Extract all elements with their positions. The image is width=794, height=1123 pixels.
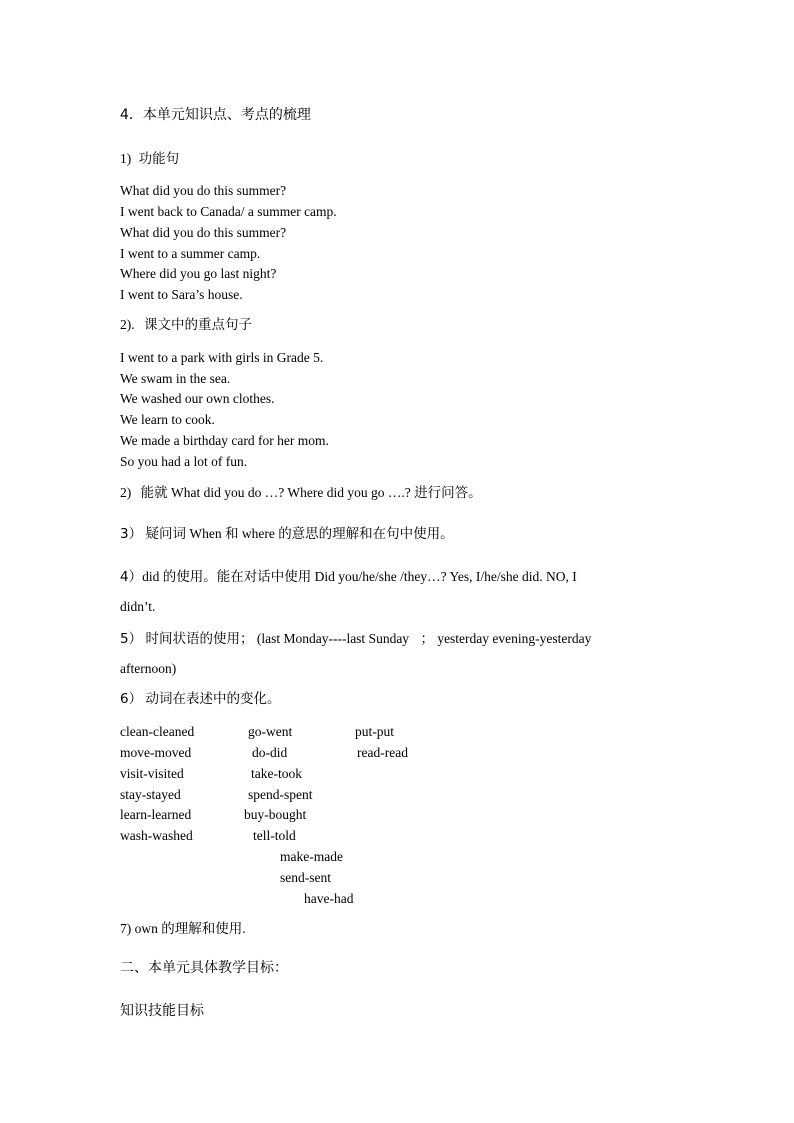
- key-sentence-line: I went to a park with girls in Grade 5.: [120, 350, 324, 365]
- verb-pair: stay-stayed: [120, 787, 181, 802]
- point-number: 7) own: [120, 921, 158, 936]
- verb-pair: learn-learned: [120, 807, 192, 822]
- heading-text: 功能句: [138, 151, 180, 167]
- point-text-cn: 疑问词: [145, 526, 186, 542]
- heading-text: 课文中的重点句子: [144, 317, 252, 333]
- point-text-en: did: [142, 569, 160, 584]
- point-number: 2): [120, 485, 132, 500]
- point-number: 5）: [120, 631, 143, 647]
- functional-line: What did you do this summer?: [120, 183, 287, 198]
- point-text-cn: 的使用。能在对话中使用: [162, 569, 312, 585]
- verb-pair: visit-visited: [120, 766, 184, 781]
- point-5: [120, 630, 591, 648]
- point-text-cn: 动词在表述中的变化。: [145, 691, 281, 707]
- verb-pair: go-went: [248, 724, 293, 739]
- point-text-en: What did you do …? Where did you go ….?: [171, 485, 411, 500]
- section-title: 4．本单元知识点、考点的梳理: [120, 107, 311, 123]
- verb-pair: read-read: [357, 745, 408, 760]
- separator: ；: [420, 631, 434, 647]
- point-text-en: Did you/he/she /they…? Yes, I/he/she did. NO, I: [314, 569, 577, 584]
- verb-pair: send-sent: [280, 870, 331, 885]
- point-2: [120, 484, 482, 502]
- verb-pair: wash-washed: [120, 828, 193, 843]
- key-sentence-line: We swam in the sea.: [120, 371, 231, 386]
- verb-pair: have-had: [304, 891, 354, 906]
- point-text-cn: 时间状语的使用；: [145, 631, 254, 647]
- key-sentence-line: We learn to cook.: [120, 412, 215, 427]
- point-text-en: When: [189, 526, 222, 541]
- point-text-cn: 和: [224, 526, 239, 542]
- point-number: 6）: [120, 691, 143, 707]
- verb-pair: take-took: [251, 766, 302, 781]
- verb-pair: tell-told: [253, 828, 296, 843]
- point-tail: .: [242, 921, 246, 936]
- point-text-cn: 的理解和使用: [161, 921, 243, 937]
- point-number: 4）: [120, 569, 143, 585]
- functional-line: I went back to Canada/ a summer camp.: [120, 204, 337, 219]
- section-title: 二、本单元具体教学目标：: [120, 960, 288, 976]
- heading-number: 2).: [120, 317, 135, 332]
- key-sentences-heading: [120, 316, 252, 334]
- functional-line: I went to Sara’s house.: [120, 287, 243, 302]
- key-sentence-line: We made a birthday card for her mom.: [120, 433, 329, 448]
- heading-number: 1): [120, 151, 132, 166]
- point-4-continuation: didn’t.: [120, 599, 156, 614]
- functional-line: What did you do this summer?: [120, 225, 287, 240]
- point-text-cn: 的意思的理解和在句中使用。: [278, 526, 454, 542]
- point-7: [120, 920, 246, 938]
- point-text-cn: 进行问答。: [414, 485, 482, 501]
- functional-line: I went to a summer camp.: [120, 246, 261, 261]
- verb-pair: buy-bought: [244, 807, 307, 822]
- point-text-cn: 能就: [140, 485, 168, 501]
- functional-line: Where did you go last night?: [120, 266, 277, 281]
- key-sentence-line: We washed our own clothes.: [120, 391, 275, 406]
- point-number: 3）: [120, 526, 143, 542]
- point-5-continuation: afternoon): [120, 661, 177, 676]
- verb-pair: clean-cleaned: [120, 724, 195, 739]
- verb-pair: make-made: [280, 849, 343, 864]
- section-subtitle: 知识技能目标: [120, 1003, 204, 1019]
- point-4: [120, 568, 577, 586]
- verb-pair: put-put: [355, 724, 394, 739]
- point-text-en: where: [241, 526, 275, 541]
- point-text-en: (last Monday----last Sunday: [256, 631, 410, 646]
- verb-pair: spend-spent: [248, 787, 313, 802]
- verb-pair: move-moved: [120, 745, 192, 760]
- functional-heading: [120, 150, 179, 168]
- point-3: [120, 525, 454, 543]
- point-text-en: yesterday evening-yesterday: [437, 631, 592, 646]
- key-sentence-line: So you had a lot of fun.: [120, 454, 248, 469]
- verb-pair: do-did: [252, 745, 288, 760]
- point-6: [120, 690, 280, 708]
